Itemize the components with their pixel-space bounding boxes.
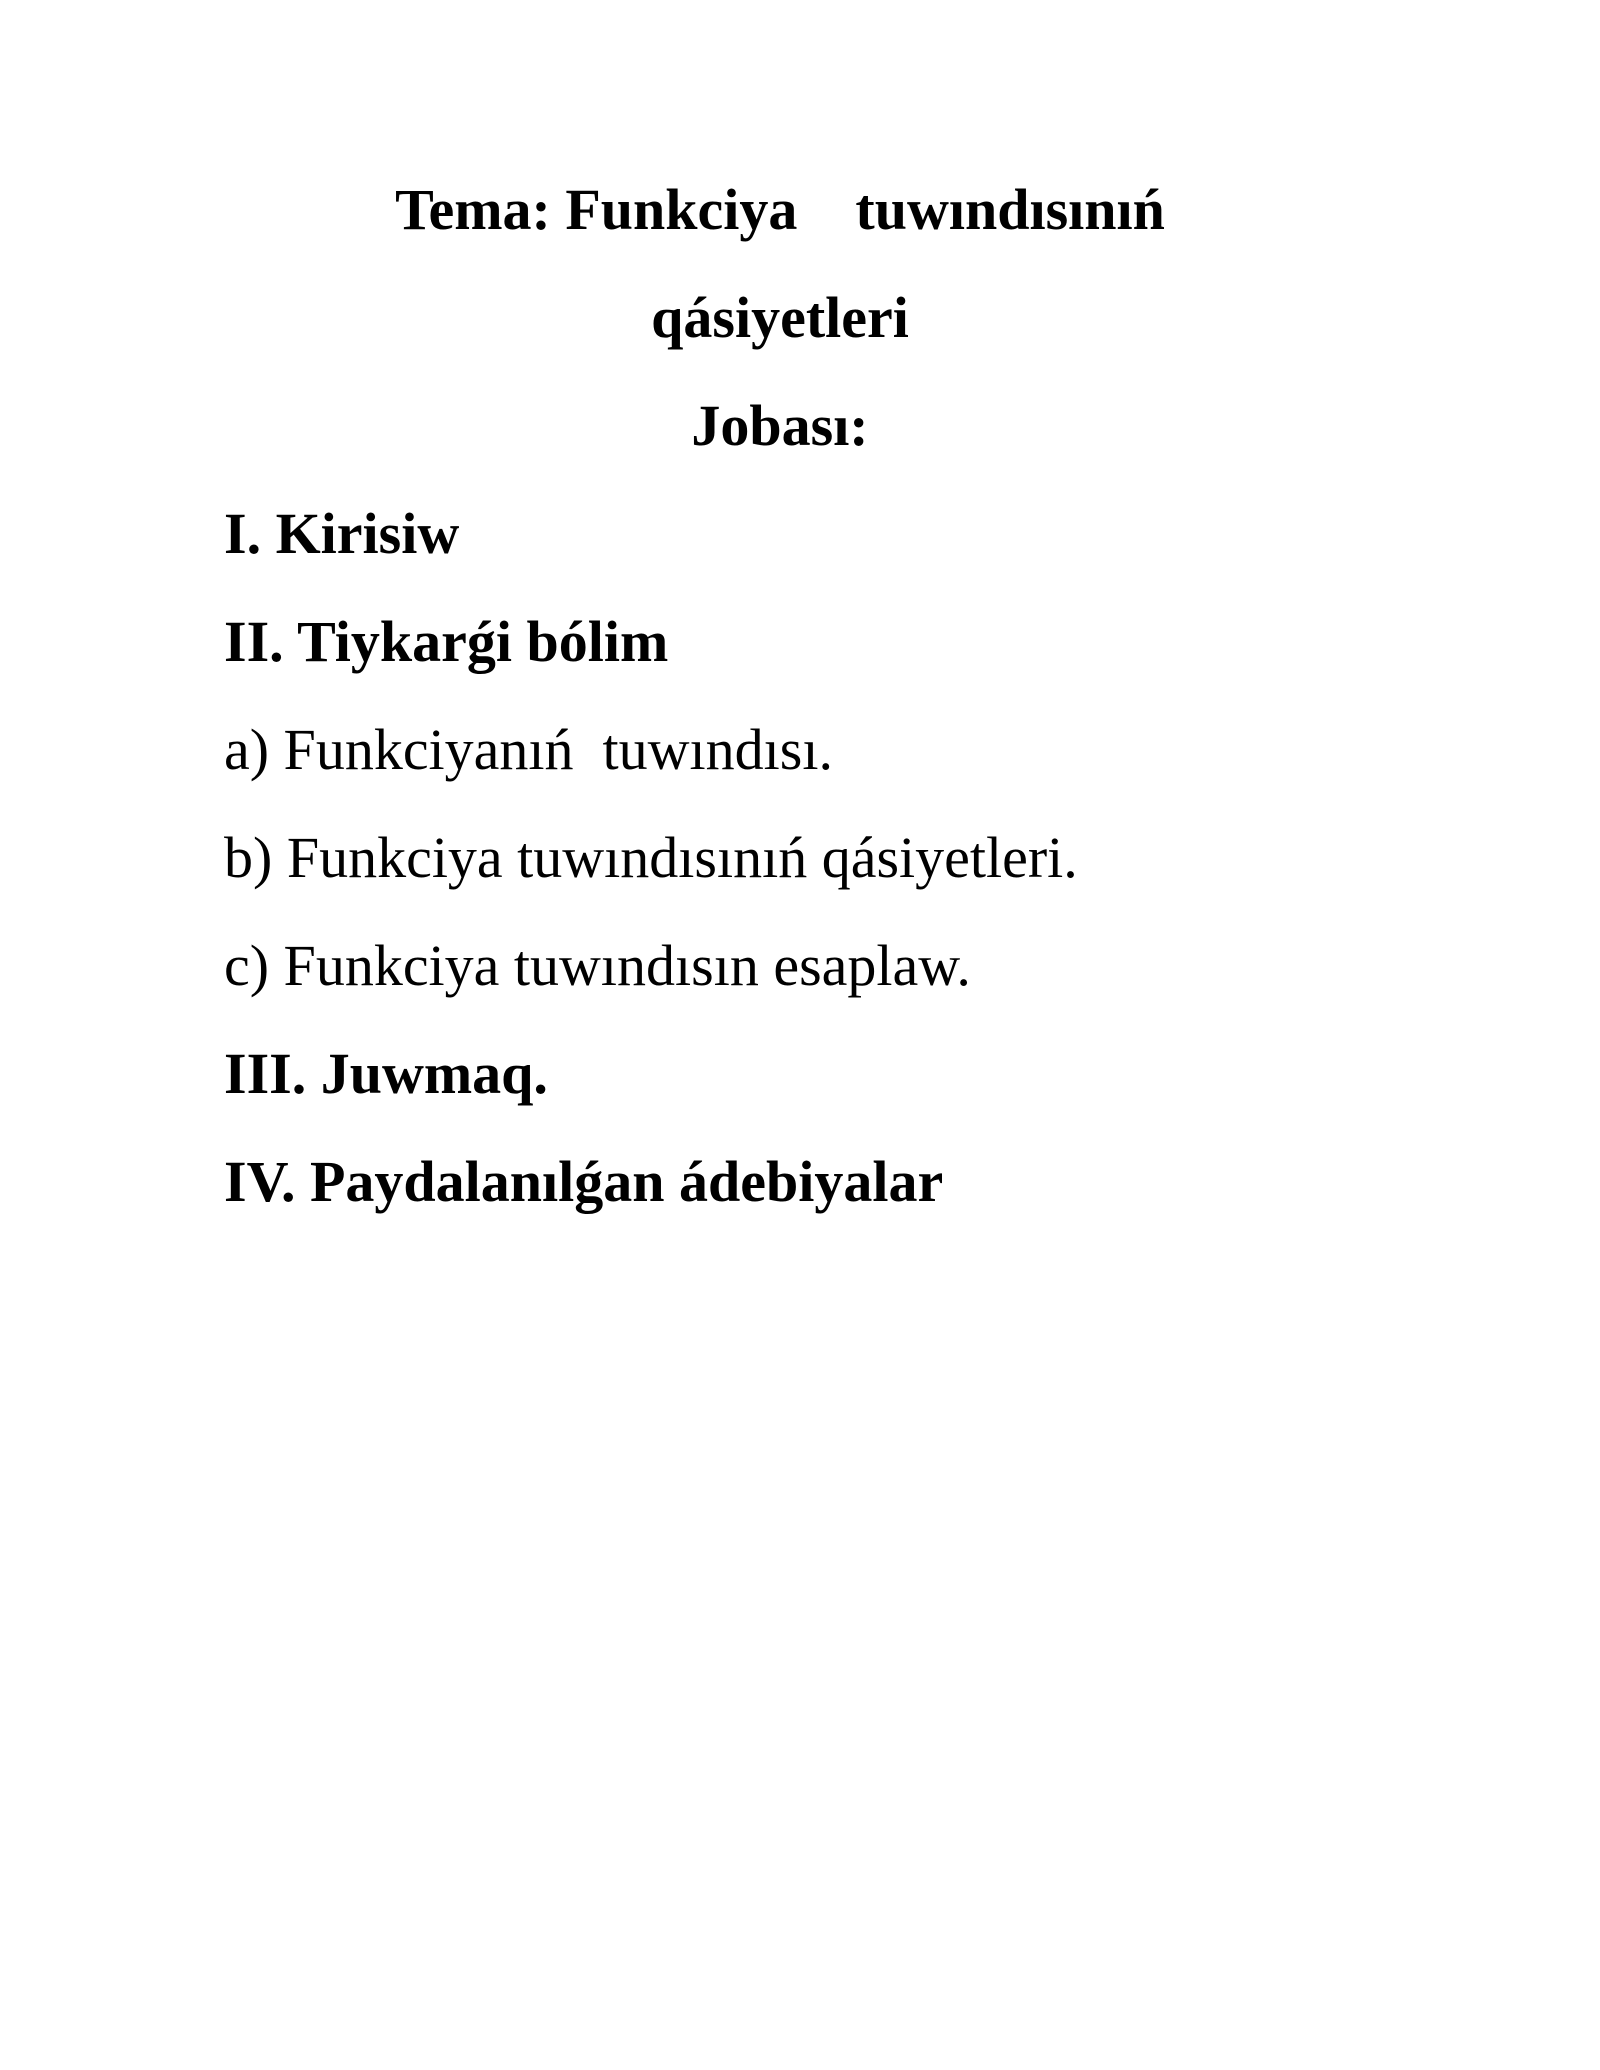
outline-item-main-part: II. Tiykarǵi bólim bbox=[224, 609, 669, 674]
outline-subitem-b: b) Funkciya tuwındısınıń qásiyetleri. bbox=[224, 825, 1078, 890]
document-title-line-1: Tema: Funkciya tuwındısınıń bbox=[395, 177, 1165, 242]
outline-subitem-c: c) Funkciya tuwındısın esaplaw. bbox=[224, 933, 971, 998]
outline-item-introduction: I. Kirisiw bbox=[224, 501, 460, 566]
plan-outline bbox=[224, 480, 1424, 1236]
title-block bbox=[360, 156, 1200, 480]
plan-heading: Jobası: bbox=[691, 393, 869, 458]
outline-item-references: IV. Paydalanılǵan ádebiyalar bbox=[224, 1149, 944, 1214]
outline-subitem-a: a) Funkciyanıń tuwındısı. bbox=[224, 717, 833, 782]
outline-item-conclusion: III. Juwmaq. bbox=[224, 1041, 548, 1106]
document-title-line-2: qásiyetleri bbox=[651, 285, 909, 350]
